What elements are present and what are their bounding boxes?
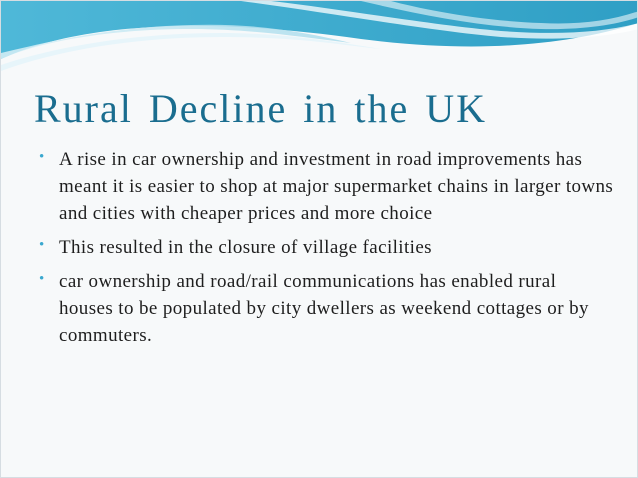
bullet-icon: •	[39, 271, 45, 287]
bullet-item	[39, 146, 614, 227]
bullet-text: car ownership and road/rail communications has enabled rural houses to be populated by city dwellers as weekend cottages or by commuters.	[59, 271, 589, 346]
bullet-text: A rise in car ownership and investment in road improvements has meant it is easier to shop at major supermarket chains in larger towns and cities with cheaper prices and more choice	[59, 149, 614, 224]
bullet-item	[39, 234, 614, 261]
bullet-text: This resulted in the closure of village facilities	[59, 237, 432, 258]
header-wave-decoration	[1, 1, 638, 81]
slide-title: Rural Decline in the UK	[34, 86, 487, 131]
bullet-item	[39, 268, 614, 349]
bullet-icon: •	[39, 237, 45, 253]
bullet-list	[39, 146, 614, 356]
bullet-icon: •	[39, 149, 45, 165]
